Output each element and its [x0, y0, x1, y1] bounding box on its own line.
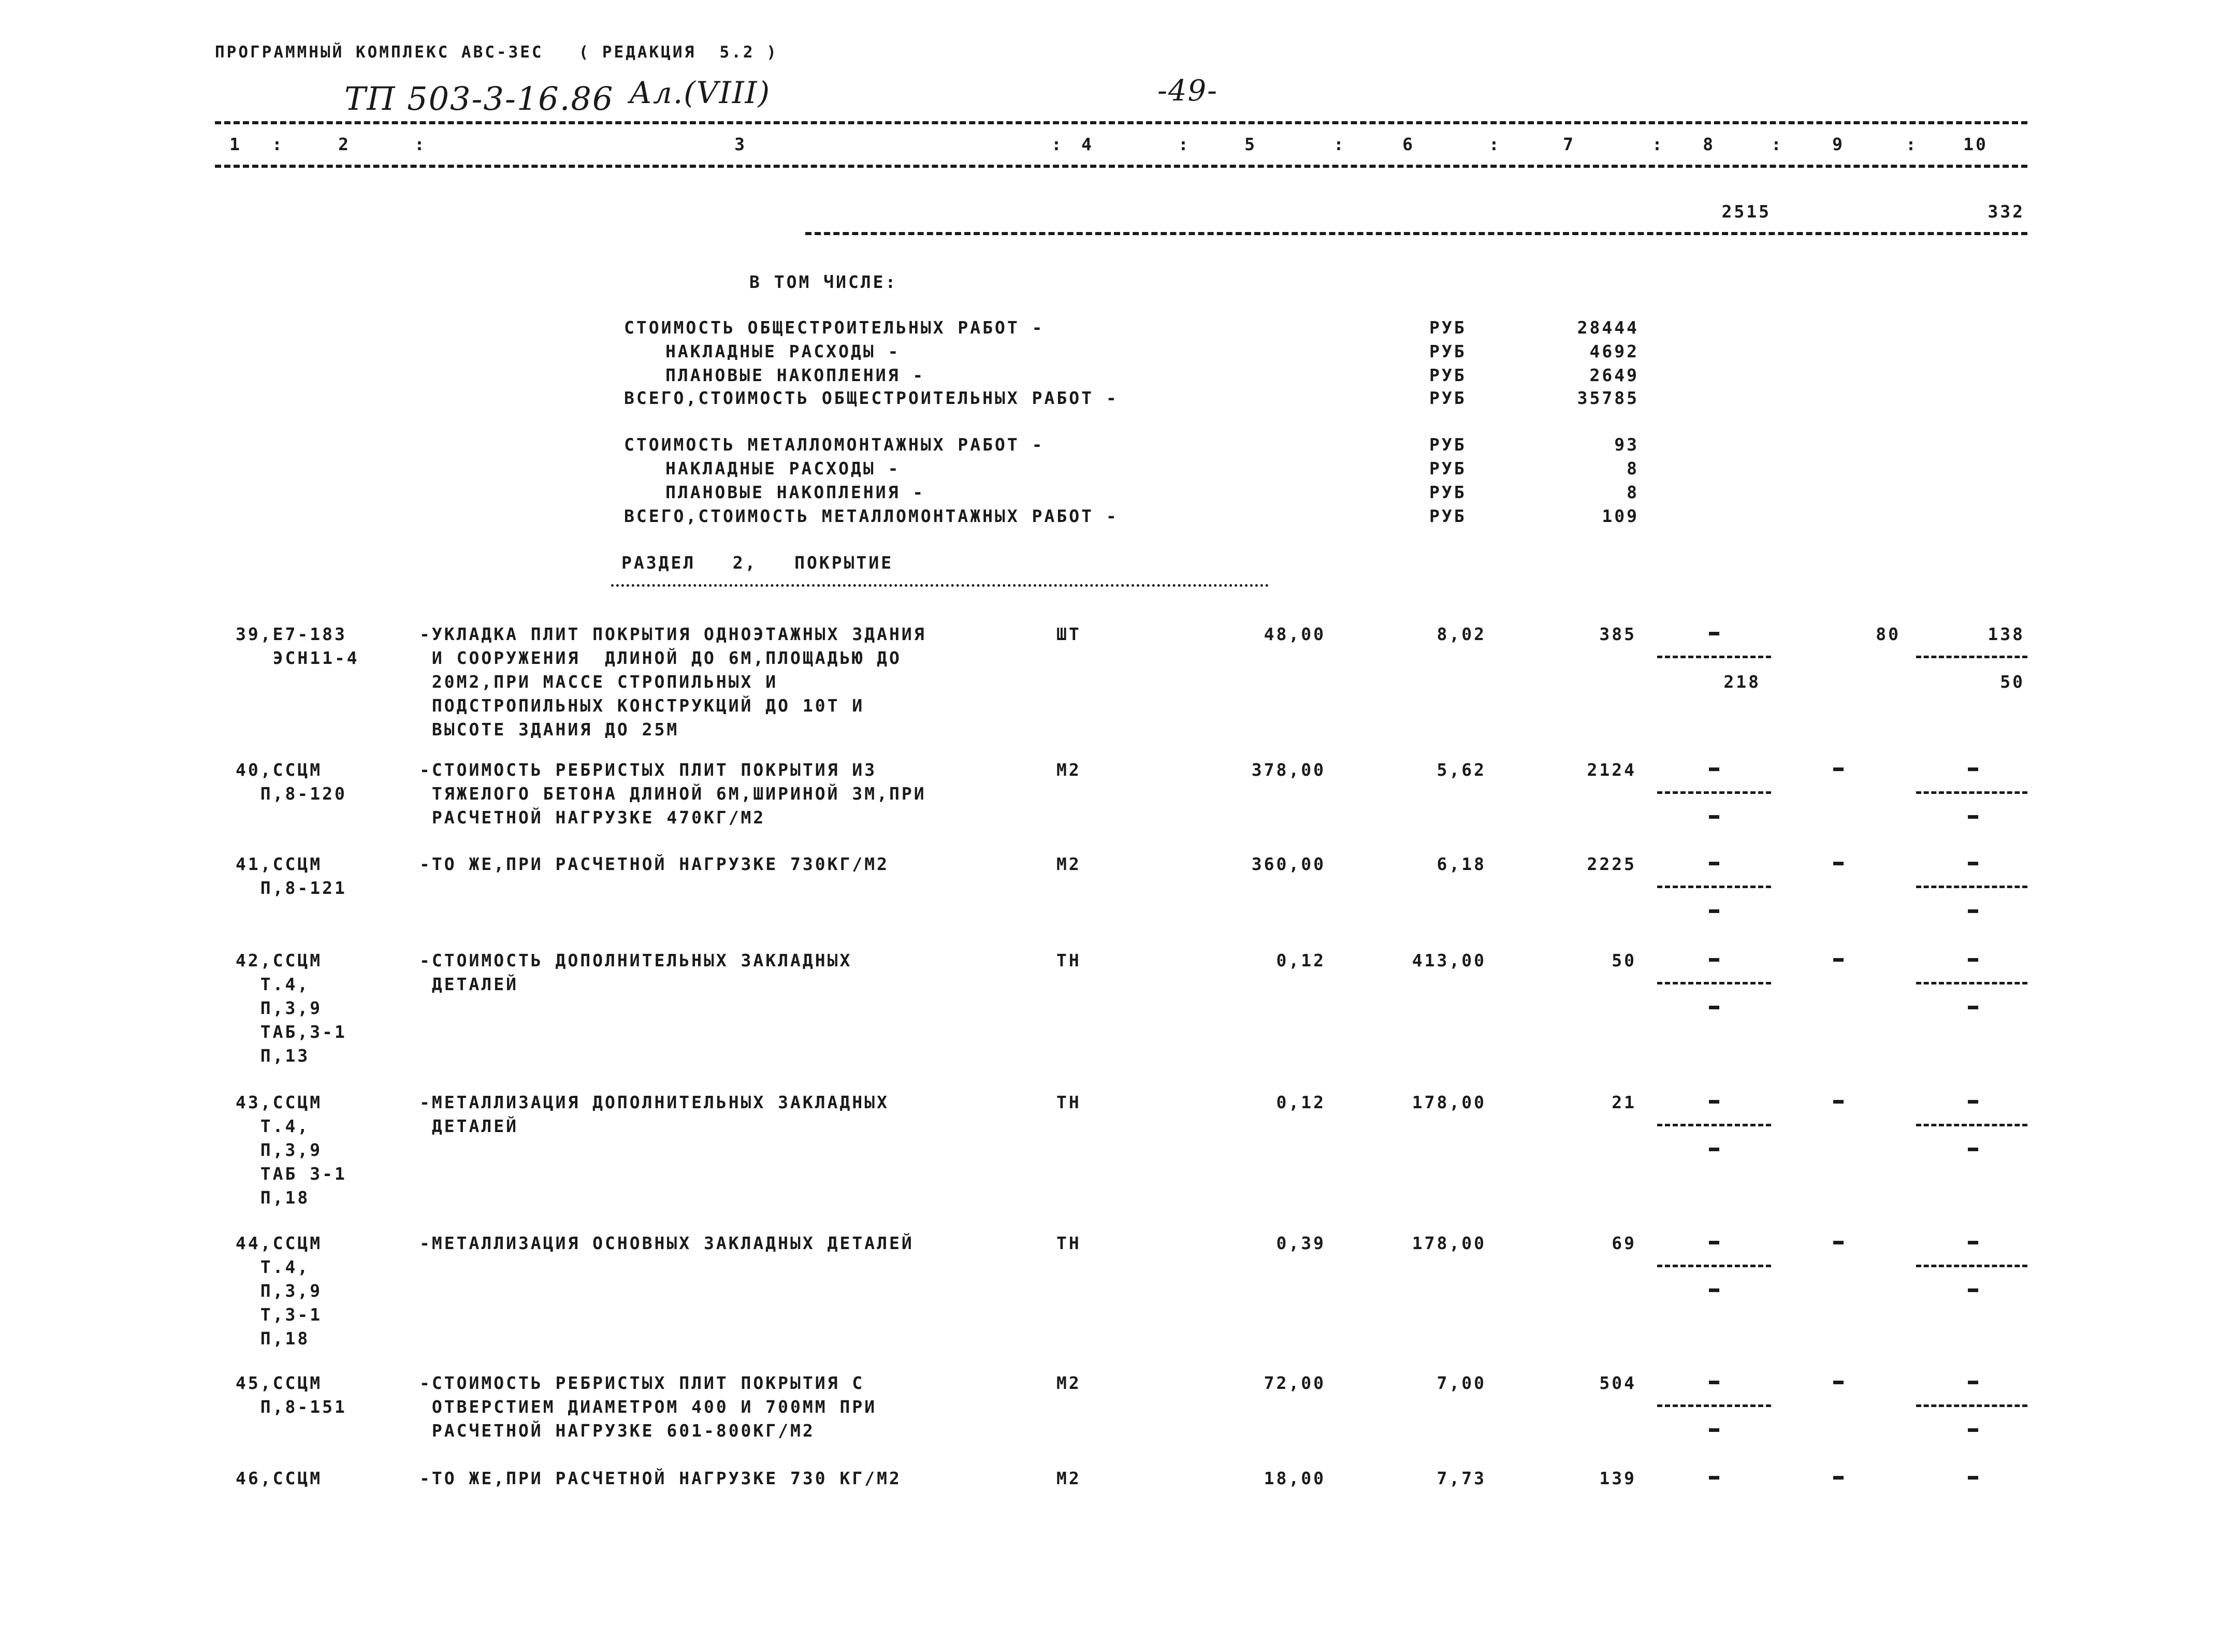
col9-value — [1833, 958, 1844, 962]
col9-value: 80 — [1876, 624, 1901, 644]
item-description: ДЕТАЛЕЙ — [419, 1116, 518, 1136]
item-unit: М2 — [1056, 760, 1081, 780]
col8-divider — [1657, 656, 1771, 658]
item-code: 42,ССЦМ — [236, 950, 323, 970]
item-unit-price: 5,62 — [1437, 760, 1486, 780]
item-code: П,3,9 — [236, 1140, 323, 1160]
item-code: ТАБ,3-1 — [236, 1022, 347, 1042]
column-number: 1 — [229, 134, 242, 154]
summary-label: НАКЛАДНЫЕ РАСХОДЫ - — [665, 341, 901, 361]
item-description: ДЕТАЛЕЙ — [419, 974, 518, 994]
item-description: РАСЧЕТНОЙ НАГРУЗКЕ 470КГ/М2 — [419, 807, 766, 828]
col9-value — [1833, 1381, 1844, 1384]
col8-top — [1709, 1100, 1719, 1104]
summary-value: 4692 — [1589, 341, 1639, 361]
summary-unit: РУБ — [1429, 365, 1467, 385]
column-number: 7 — [1563, 134, 1575, 154]
section-underline — [611, 584, 1269, 587]
item-code: 39,Е7-183 — [236, 624, 347, 644]
item-quantity: 18,00 — [1264, 1468, 1326, 1488]
item-quantity: 378,00 — [1251, 760, 1326, 780]
summary-label: НАКЛАДНЫЕ РАСХОДЫ - — [665, 458, 901, 479]
column-number: 8 — [1703, 134, 1715, 154]
col8-bottom — [1709, 1428, 1719, 1432]
item-quantity: 360,00 — [1251, 854, 1326, 874]
column-separator: : — [1906, 134, 1918, 154]
item-unit: ШТ — [1056, 624, 1081, 644]
col10-divider — [1916, 1404, 2027, 1407]
item-code: Т,3-1 — [236, 1305, 323, 1325]
item-description: РАСЧЕТНОЙ НАГРУЗКЕ 601-800КГ/М2 — [419, 1421, 815, 1441]
summary-value: 109 — [1602, 506, 1639, 526]
item-quantity: 0,39 — [1276, 1233, 1326, 1253]
sheet-label: Ал.(VIII) — [629, 75, 771, 110]
column-number: 4 — [1081, 134, 1094, 154]
col10-top: 138 — [1988, 624, 2025, 644]
item-description: ПОДСТРОПИЛЬНЫХ КОНСТРУКЦИЙ ДО 10Т И — [419, 695, 865, 716]
item-code: П,3,9 — [236, 1281, 323, 1301]
item-unit-price: 178,00 — [1412, 1092, 1486, 1112]
header-bottom-rule — [215, 165, 2027, 168]
item-description: -ТО ЖЕ,ПРИ РАСЧЕТНОЙ НАГРУЗКЕ 730КГ/М2 — [419, 854, 889, 874]
col10-divider — [1916, 982, 2027, 984]
col8-divider — [1657, 1265, 1771, 1267]
item-total: 139 — [1599, 1468, 1636, 1488]
item-code: Т.4, — [236, 1257, 310, 1277]
item-description: -УКЛАДКА ПЛИТ ПОКРЫТИЯ ОДНОЭТАЖНЫХ ЗДАНИЯ — [419, 624, 926, 644]
summary-label: СТОИМОСТЬ МЕТАЛЛОМОНТАЖНЫХ РАБОТ - — [624, 434, 1045, 455]
column-separator: : — [1771, 134, 1784, 154]
item-unit-price: 6,18 — [1437, 854, 1486, 874]
item-description: 20М2,ПРИ МАССЕ СТРОПИЛЬНЫХ И — [419, 672, 778, 692]
col10-divider — [1916, 791, 2027, 794]
summary-value: 93 — [1614, 434, 1639, 455]
column-number: 2 — [338, 134, 351, 154]
col8-bottom — [1709, 909, 1719, 913]
column-number: 5 — [1244, 134, 1257, 154]
column-number: 9 — [1832, 134, 1845, 154]
col10-bottom: 50 — [2000, 672, 2025, 692]
item-description: ОТВЕРСТИЕМ ДИАМЕТРОМ 400 И 700ММ ПРИ — [419, 1397, 877, 1417]
totals-rule — [805, 232, 2027, 235]
item-unit: ТН — [1056, 1092, 1081, 1112]
col10-bottom — [1968, 909, 1978, 913]
item-unit-price: 7,73 — [1437, 1468, 1486, 1488]
item-unit: ТН — [1056, 950, 1081, 970]
col9-value — [1833, 1476, 1844, 1480]
item-description: ВЫСОТЕ ЗДАНИЯ ДО 25М — [419, 719, 679, 740]
col8-divider — [1657, 1124, 1771, 1126]
col8-bottom — [1709, 1006, 1719, 1009]
item-code: Т.4, — [236, 974, 310, 994]
col10-top — [1968, 1241, 1978, 1244]
col9-value — [1833, 1100, 1844, 1104]
item-unit-price: 7,00 — [1437, 1373, 1486, 1393]
item-unit: ТН — [1056, 1233, 1081, 1253]
col9-value — [1833, 767, 1844, 771]
item-unit: М2 — [1056, 854, 1081, 874]
col10-divider — [1916, 886, 2027, 888]
item-quantity: 48,00 — [1264, 624, 1326, 644]
summary-value: 2649 — [1589, 365, 1639, 385]
item-description: И СООРУЖЕНИЯ ДЛИНОЙ ДО 6М,ПЛОЩАДЬЮ ДО — [419, 648, 902, 668]
item-total: 21 — [1612, 1092, 1636, 1112]
item-description: -СТОИМОСТЬ РЕБРИСТЫХ ПЛИТ ПОКРЫТИЯ С — [419, 1373, 865, 1393]
item-code: П,8-121 — [236, 878, 347, 898]
column-separator: : — [1051, 134, 1064, 154]
summary-unit: РУБ — [1429, 506, 1467, 526]
summary-unit: РУБ — [1429, 482, 1467, 502]
item-code: 41,ССЦМ — [236, 854, 323, 874]
item-unit-price: 8,02 — [1437, 624, 1486, 644]
col8-top — [1709, 862, 1719, 865]
col8-divider — [1657, 1404, 1771, 1407]
col8-divider — [1657, 982, 1771, 984]
col10-divider — [1916, 1124, 2027, 1126]
col8-top — [1709, 1241, 1719, 1244]
col8-divider — [1657, 886, 1771, 888]
item-code: 40,ССЦМ — [236, 760, 323, 780]
col8-bottom — [1709, 815, 1719, 819]
col10-bottom — [1968, 1148, 1978, 1151]
item-total: 2225 — [1587, 854, 1636, 874]
item-total: 50 — [1612, 950, 1636, 970]
item-code: 44,ССЦМ — [236, 1233, 323, 1253]
page-number: -49- — [1157, 74, 1219, 108]
item-description: -ТО ЖЕ,ПРИ РАСЧЕТНОЙ НАГРУЗКЕ 730 КГ/М2 — [419, 1468, 902, 1488]
item-total: 385 — [1599, 624, 1636, 644]
item-code: П,18 — [236, 1187, 310, 1208]
col8-divider — [1657, 791, 1771, 794]
item-code: 43,ССЦМ — [236, 1092, 323, 1112]
summary-unit: РУБ — [1429, 317, 1467, 338]
column-separator: : — [1652, 134, 1664, 154]
document-code: ТП 503-3-16.86 — [344, 80, 614, 118]
column-separator: : — [414, 134, 427, 154]
item-unit-price: 178,00 — [1412, 1233, 1486, 1253]
item-unit: М2 — [1056, 1373, 1081, 1393]
item-code: ЭСН11-4 — [236, 648, 359, 668]
col10-bottom — [1968, 815, 1978, 819]
item-description: -МЕТАЛЛИЗАЦИЯ ДОПОЛНИТЕЛЬНЫХ ЗАКЛАДНЫХ — [419, 1092, 889, 1112]
col9-value — [1833, 862, 1844, 865]
summary-value: 35785 — [1577, 388, 1639, 408]
summary-label: ПЛАНОВЫЕ НАКОПЛЕНИЯ - — [665, 365, 925, 385]
col10-divider — [1916, 656, 2027, 658]
col8-top — [1709, 1476, 1719, 1480]
col10-top — [1968, 958, 1978, 962]
col8-bottom — [1709, 1288, 1719, 1292]
column-separator: : — [1333, 134, 1346, 154]
item-total: 2124 — [1587, 760, 1636, 780]
item-code: П,3,9 — [236, 998, 323, 1018]
item-code: П,8-120 — [236, 784, 347, 804]
item-quantity: 0,12 — [1276, 1092, 1326, 1112]
col8-bottom: 218 — [1723, 672, 1761, 692]
summary-label: ВСЕГО,СТОИМОСТЬ МЕТАЛЛОМОНТАЖНЫХ РАБОТ - — [624, 506, 1119, 526]
item-unit: М2 — [1056, 1468, 1081, 1488]
col8-top — [1709, 1381, 1719, 1384]
item-description: -СТОИМОСТЬ ДОПОЛНИТЕЛЬНЫХ ЗАКЛАДНЫХ — [419, 950, 852, 970]
item-code: ТАБ 3-1 — [236, 1164, 347, 1184]
col8-bottom — [1709, 1148, 1719, 1151]
col9-value — [1833, 1241, 1844, 1244]
col10-divider — [1916, 1265, 2027, 1267]
header-top-rule — [215, 121, 2027, 124]
total-col8: 2515 — [1721, 201, 1771, 222]
item-unit-price: 413,00 — [1412, 950, 1486, 970]
summary-value: 8 — [1627, 482, 1639, 502]
column-number: 6 — [1402, 134, 1415, 154]
summary-label: СТОИМОСТЬ ОБЩЕСТРОИТЕЛЬНЫХ РАБОТ - — [624, 317, 1045, 338]
col10-top — [1968, 767, 1978, 771]
item-code: Т.4, — [236, 1116, 310, 1136]
col10-bottom — [1968, 1288, 1978, 1292]
program-header: ПРОГРАММНЫЙ КОМПЛЕКС АВС-3ЕС ( РЕДАКЦИЯ 5.2 ) — [215, 43, 778, 62]
item-code: П,13 — [236, 1046, 310, 1066]
col10-top — [1968, 1381, 1978, 1384]
summary-value: 28444 — [1577, 317, 1639, 338]
col8-top — [1709, 632, 1719, 635]
item-description: ТЯЖЕЛОГО БЕТОНА ДЛИНОЙ 6М,ШИРИНОЙ 3М,ПРИ — [419, 784, 926, 804]
item-quantity: 72,00 — [1264, 1373, 1326, 1393]
column-number: 10 — [1963, 134, 1988, 154]
col10-top — [1968, 862, 1978, 865]
column-separator: : — [272, 134, 284, 154]
including-label: В ТОМ ЧИСЛЕ: — [749, 272, 898, 292]
col10-top — [1968, 1100, 1978, 1104]
column-number: 3 — [734, 134, 747, 154]
summary-unit: РУБ — [1429, 458, 1467, 479]
summary-label: ПЛАНОВЫЕ НАКОПЛЕНИЯ - — [665, 482, 925, 502]
summary-value: 8 — [1627, 458, 1639, 479]
summary-unit: РУБ — [1429, 341, 1467, 361]
summary-unit: РУБ — [1429, 388, 1467, 408]
item-description: -СТОИМОСТЬ РЕБРИСТЫХ ПЛИТ ПОКРЫТИЯ ИЗ — [419, 760, 877, 780]
section-title: РАЗДЕЛ 2, ПОКРЫТИЕ — [621, 553, 894, 573]
col10-bottom — [1968, 1428, 1978, 1432]
item-quantity: 0,12 — [1276, 950, 1326, 970]
item-code: П,8-151 — [236, 1397, 347, 1417]
item-total: 504 — [1599, 1373, 1636, 1393]
total-col10: 332 — [1988, 201, 2025, 222]
col8-top — [1709, 767, 1719, 771]
item-code: 46,ССЦМ — [236, 1468, 323, 1488]
item-description: -МЕТАЛЛИЗАЦИЯ ОСНОВНЫХ ЗАКЛАДНЫХ ДЕТАЛЕЙ — [419, 1233, 914, 1253]
column-separator: : — [1178, 134, 1191, 154]
item-code: 45,ССЦМ — [236, 1373, 323, 1393]
summary-label: ВСЕГО,СТОИМОСТЬ ОБЩЕСТРОИТЕЛЬНЫХ РАБОТ - — [624, 388, 1119, 408]
col8-top — [1709, 958, 1719, 962]
summary-unit: РУБ — [1429, 434, 1467, 455]
item-code: П,18 — [236, 1328, 310, 1349]
item-total: 69 — [1612, 1233, 1636, 1253]
col10-top — [1968, 1476, 1978, 1480]
col10-bottom — [1968, 1006, 1978, 1009]
column-separator: : — [1489, 134, 1501, 154]
